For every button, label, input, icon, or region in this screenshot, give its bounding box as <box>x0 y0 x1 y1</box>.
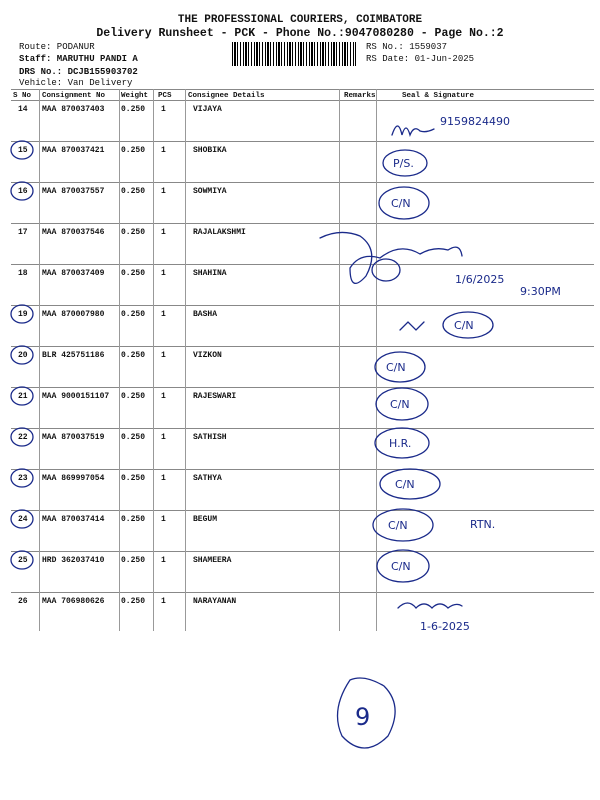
row-sno: 19 <box>18 310 28 319</box>
row-weight: 0.250 <box>121 556 146 565</box>
row-pcs: 1 <box>161 556 166 565</box>
row-sno: 18 <box>18 269 28 278</box>
sno-circle <box>11 141 33 159</box>
row-weight: 0.250 <box>121 433 146 442</box>
row-weight: 0.250 <box>121 310 146 319</box>
row-weight: 0.250 <box>121 146 146 155</box>
rs-number: RS No.: 1559037 <box>366 42 448 52</box>
row-consignee: RAJESWARI <box>193 392 237 401</box>
row-sno: 15 <box>18 146 28 155</box>
handwritten-note: H.R. <box>389 437 412 450</box>
sno-circle <box>11 510 33 528</box>
row-weight: 0.250 <box>121 351 146 360</box>
row-weight: 0.250 <box>121 515 146 524</box>
row-consignment: MAA 870037519 <box>42 433 105 442</box>
signature-scribble <box>398 603 462 608</box>
row-pcs: 1 <box>161 146 166 155</box>
row-weight: 0.250 <box>121 187 146 196</box>
row-sno: 20 <box>18 351 28 360</box>
row-consignment: MAA 870037403 <box>42 105 105 114</box>
row-weight: 0.250 <box>121 105 146 114</box>
sno-circle <box>11 182 33 200</box>
row-consignment: MAA 870037409 <box>42 269 105 278</box>
sno-circle <box>11 387 33 405</box>
sno-circle <box>11 305 33 323</box>
row-sno: 23 <box>18 474 28 483</box>
sno-circle <box>11 551 33 569</box>
col-header-consignee: Consignee Details <box>188 92 265 100</box>
row-sno: 21 <box>18 392 28 401</box>
row-consignment: MAA 870037414 <box>42 515 105 524</box>
row-consignee: SHAHINA <box>193 269 227 278</box>
row-weight: 0.250 <box>121 269 146 278</box>
handwritten-note: C/N <box>386 361 406 374</box>
route: Route: PODANUR <box>19 42 95 52</box>
row-pcs: 1 <box>161 351 166 360</box>
row-weight: 0.250 <box>121 597 146 606</box>
row-sno: 14 <box>18 105 28 114</box>
row-consignee: VIZKON <box>193 351 222 360</box>
row-consignment: HRD 362037410 <box>42 556 105 565</box>
row-consignment: BLR 425751186 <box>42 351 105 360</box>
row-sno: 24 <box>18 515 28 524</box>
handwritten-remark: RTN. <box>470 518 496 531</box>
row-consignment: MAA 870037421 <box>42 146 105 155</box>
handwritten-date: 1/6/2025 <box>455 273 505 286</box>
col-header-pcs: PCS <box>158 92 172 100</box>
col-header-weight: Weight <box>121 92 149 100</box>
row-pcs: 1 <box>161 433 166 442</box>
row-consignee: VIJAYA <box>193 105 222 114</box>
row-pcs: 1 <box>161 228 166 237</box>
col-header-consignment: Consignment No <box>42 92 106 100</box>
staff: Staff: MARUTHU PANDI A <box>19 54 138 64</box>
row-pcs: 1 <box>161 474 166 483</box>
signature-scribble <box>392 126 434 135</box>
row-weight: 0.250 <box>121 392 146 401</box>
row-pcs: 1 <box>161 105 166 114</box>
handwritten-note: C/N <box>390 398 410 411</box>
col-header-remarks: Remarks <box>344 92 376 100</box>
company-name: THE PROFESSIONAL COURIERS, COIMBATORE <box>177 14 423 26</box>
vehicle: Vehicle: Van Delivery <box>19 78 133 88</box>
handwritten-note: C/N <box>388 519 408 532</box>
sno-circle <box>11 346 33 364</box>
row-sno: 26 <box>18 597 28 606</box>
row-pcs: 1 <box>161 187 166 196</box>
row-pcs: 1 <box>161 597 166 606</box>
col-header-sno: S No <box>13 92 32 100</box>
row-consignee: SOWMIYA <box>193 187 227 196</box>
handwritten-note: C/N <box>395 478 415 491</box>
row-consignee: SATHYA <box>193 474 222 483</box>
row-sno: 22 <box>18 433 28 442</box>
drs-number: DRS No.: DCJB155903702 <box>19 67 138 77</box>
handwritten-phone: 9159824490 <box>440 115 510 128</box>
row-consignment: MAA 706980626 <box>42 597 105 606</box>
row-consignee: RAJALAKSHMI <box>193 228 246 237</box>
col-header-seal-signature: Seal & Signature <box>402 92 475 100</box>
row-consignment: MAA 9000151107 <box>42 392 110 401</box>
row-consignment: MAA 869997054 <box>42 474 105 483</box>
row-consignment: MAA 870007980 <box>42 310 105 319</box>
runsheet-title: Delivery Runsheet - PCK - Phone No.:9047080280 - Page No.:2 <box>96 27 504 40</box>
row-pcs: 1 <box>161 392 166 401</box>
sno-circle <box>11 469 33 487</box>
row-sno: 25 <box>18 556 28 565</box>
signature-scribble <box>400 322 424 330</box>
row-consignment: MAA 870037557 <box>42 187 105 196</box>
row-consignee: NARAYANAN <box>193 597 237 606</box>
signature-scribble <box>320 232 462 283</box>
row-consignee: BEGUM <box>193 515 218 524</box>
row-sno: 17 <box>18 228 28 237</box>
handwritten-note: C/N <box>454 319 474 332</box>
handwritten-note: C/N <box>391 197 411 210</box>
row-pcs: 1 <box>161 269 166 278</box>
row-consignment: MAA 870037546 <box>42 228 105 237</box>
row-sno: 16 <box>18 187 28 196</box>
handwritten-date: 1-6-2025 <box>420 620 470 633</box>
handwritten-page-number: 9 <box>355 703 371 731</box>
row-pcs: 1 <box>161 515 166 524</box>
row-consignee: SHOBIKA <box>193 146 227 155</box>
sno-circle <box>11 428 33 446</box>
handwritten-time: 9:30PM <box>520 285 561 298</box>
handwritten-note: C/N <box>391 560 411 573</box>
row-weight: 0.250 <box>121 228 146 237</box>
row-pcs: 1 <box>161 310 166 319</box>
row-consignee: SHAMEERA <box>193 556 232 565</box>
rs-date: RS Date: 01-Jun-2025 <box>366 54 475 64</box>
seal-circle <box>372 259 400 281</box>
row-consignee: SATHISH <box>193 433 227 442</box>
row-weight: 0.250 <box>121 474 146 483</box>
handwritten-note: P/S. <box>393 157 414 170</box>
row-consignee: BASHA <box>193 310 218 319</box>
